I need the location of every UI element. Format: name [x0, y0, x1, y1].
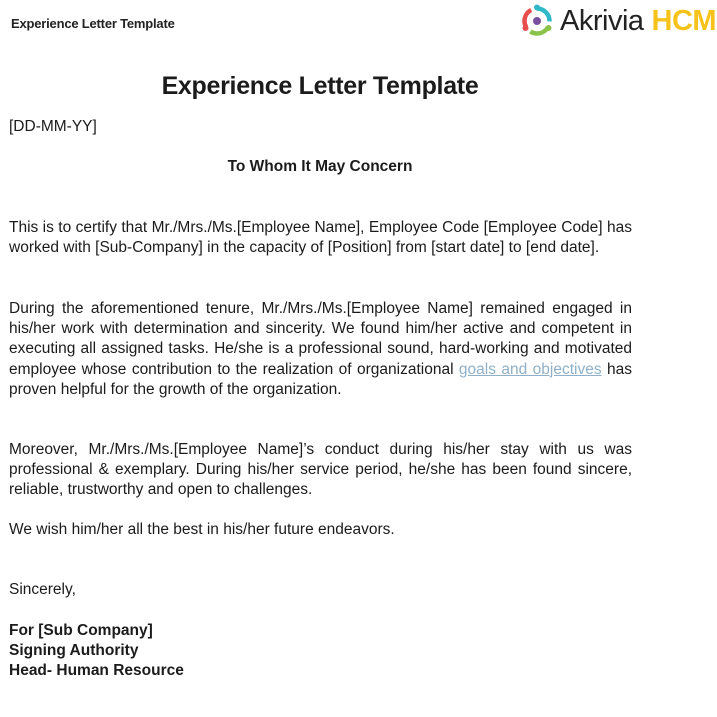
paragraph-certification: This is to certify that Mr./Mrs./Ms.[Employee Name], Employee Code [Employee Code] has worked with [Sub-Company] in the capacity of [Position] from [start date] to [end date].	[9, 219, 632, 257]
akrivia-people-logo-icon	[520, 4, 554, 38]
date-placeholder: [DD-MM-YY]	[9, 118, 97, 135]
signature-company: For [Sub Company]	[9, 622, 153, 639]
salutation: To Whom It May Concern	[227, 158, 413, 175]
akrivia-hcm-logo	[520, 2, 716, 40]
paragraph-tenure-text: During the aforementioned tenure, Mr./Mrs./Ms.[Employee Name] remained engaged in his/her work with determination and sincerity. We found him/her active and competent in executing all assigned tasks. He/she is a professional sound, hard-working and motivated employee whose contribution to the realization of organizational	[9, 300, 632, 378]
header-title: Experience Letter Template	[11, 16, 175, 31]
paragraph-tenure-text-end: has proven helpful for the growth of the organization.	[9, 360, 632, 398]
signature-role: Head- Human Resource	[9, 662, 184, 679]
paragraph-conduct: Moreover, Mr./Mrs./Ms.[Employee Name]’s conduct during his/her stay with us was professional & exemplary. During his/her service period, he/she has been found sincere, reliable, trustworthy and open to challenges.	[9, 441, 632, 499]
goals-objectives-link[interactable]: goals and objectives	[458, 360, 602, 378]
paragraph-wishes: We wish him/her all the best in his/her future endeavors.	[9, 521, 395, 538]
signature-authority: Signing Authority	[9, 642, 139, 659]
logo-accent-text: HCM	[651, 4, 717, 37]
signature-block	[9, 621, 184, 681]
closing: Sincerely,	[9, 581, 76, 598]
document-title: Experience Letter Template	[161, 72, 479, 100]
paragraph-tenure	[9, 299, 632, 400]
logo-wordmark: Akrivia	[560, 4, 644, 37]
